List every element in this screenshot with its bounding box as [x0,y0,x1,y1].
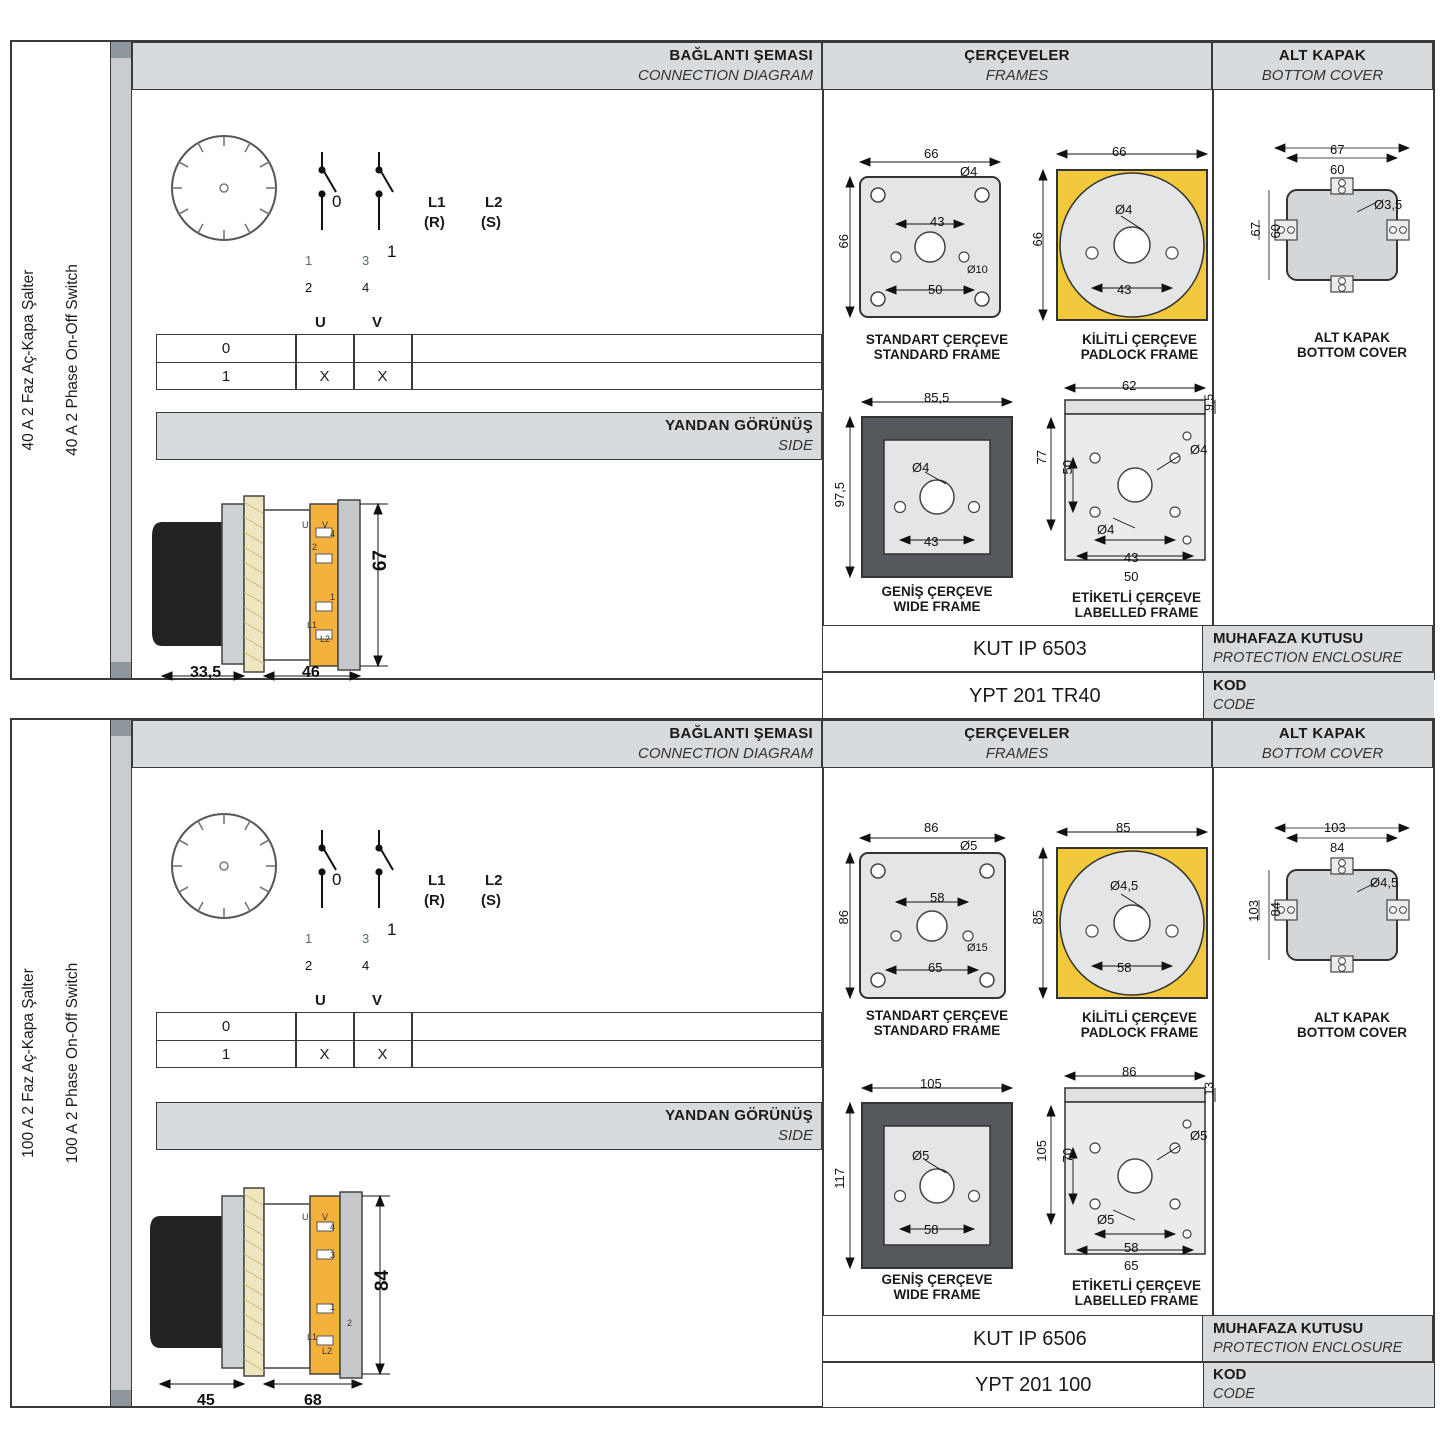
frame-wide-drawing [850,412,1050,612]
std-dim-inner-b: 50 [928,282,943,297]
enclosure-code: KUT IP 6503 [973,638,1087,660]
side-dim-33-5: 33,5 [190,664,222,681]
lab-dim-b1: 43 [1124,550,1139,565]
std-dim-center-hole-2: Ø15 [967,942,988,954]
panel-100a-code-row [822,1362,1433,1408]
lab-dim-t: 9,5 [1202,394,1216,411]
side-terminal-l1: L1 [307,620,318,630]
frame-labelled-caption-en-2: LABELLED FRAME [1074,1293,1199,1308]
panel-40a-side-drawing [132,462,832,692]
header-frames-en-2: FRAMES [985,745,1049,762]
frame-wide-drawing-2 [850,1098,1050,1298]
switch-pos-0-2: 0 [332,870,342,889]
cover-dim-h1-2: 103 [1246,900,1261,922]
side-dim-84: 84 [372,1270,393,1292]
header-side-en: SIDE [777,437,813,454]
bottom-cover-caption [1252,330,1445,360]
frame-standard-caption-en-2: STANDARD FRAME [873,1023,1001,1038]
lab-dim-hole1: Ø4 [1190,442,1208,457]
frame-wide-caption-2 [842,1272,1032,1302]
frame-padlock-drawing-2 [1047,838,1247,1038]
bottom-cover-caption-en: BOTTOM COVER [1296,345,1407,360]
std-dim-h: 66 [836,234,851,249]
frame-standard-caption-en: STANDARD FRAME [873,347,1001,362]
std-dim-hole-2: Ø5 [960,838,978,853]
std-dim-h-2: 86 [836,910,851,925]
side-dim-67: 67 [370,550,391,572]
lab-dim-w: 62 [1122,378,1137,393]
header-side-en-2: SIDE [777,1127,813,1144]
lab-dim-b2: 50 [1124,569,1139,584]
table-cell-x2-2: X [377,1046,388,1063]
panel-100a-left-labels [12,720,104,1406]
frame-padlock-drawing [1047,160,1247,360]
side-terminal-u-2: U [302,1212,309,1222]
pad-dim-w: 66 [1112,144,1127,159]
frame-labelled-caption [1034,590,1239,620]
switch-pos-1-2: 1 [387,920,397,939]
header-side-tr-2: YANDAN GÖRÜNÜŞ [665,1107,813,1124]
terminal-l1: L1 [428,194,446,211]
terminal-l1-2: L1 [428,872,446,889]
terminal-l2-sub-2: (S) [481,892,501,909]
contact-4: 4 [362,280,370,295]
wide-dim-hole: Ø4 [912,460,930,475]
side-dim-68: 68 [304,1392,322,1409]
panel-40a-enclosure-row [822,625,1433,672]
code-label-tr-2: KOD [1213,1366,1247,1383]
frame-padlock-caption-en: PADLOCK FRAME [1080,347,1199,362]
side-terminal-3: 2 [312,542,318,552]
cover-dim-w1-2: 103 [1324,820,1346,835]
code-label-en: CODE [1213,697,1255,713]
side-terminal-v-2: V [322,1212,329,1222]
cover-dim-h1: 67 [1248,222,1263,237]
bottom-cover-caption-2 [1252,1010,1445,1040]
contact-3: 3 [362,253,370,268]
frame-padlock-caption-en-2: PADLOCK FRAME [1080,1025,1199,1040]
panel-100a-state-table [156,1012,822,1068]
terminal-v-2: V [372,992,383,1009]
wide-dim-h: 97,5 [832,482,847,508]
frame-padlock-caption-tr: KİLİTLİ ÇERÇEVE [1082,332,1197,347]
wide-dim-w: 85,5 [924,390,950,405]
terminal-l2: L2 [485,194,503,211]
enclosure-label-en: PROTECTION ENCLOSURE [1213,650,1403,666]
lab-dim-hole2-2: Ø5 [1097,1212,1115,1227]
side-terminal-l1-2: L1 [307,1332,318,1342]
side-terminal-v: V [322,520,329,530]
enclosure-label-en-2: PROTECTION ENCLOSURE [1213,1340,1403,1356]
frame-wide-caption [842,584,1032,614]
grey-bar-cap-top [111,42,131,58]
table-cell-x1: X [319,368,330,385]
pad-dim-hole: Ø4 [1115,202,1133,217]
bottom-cover-drawing-2 [1257,842,1445,1002]
frame-labelled-caption-tr-2: ETİKETLİ ÇERÇEVE [1071,1278,1201,1293]
frame-wide-caption-en: WIDE FRAME [893,599,981,614]
terminal-l1-sub: (R) [424,214,445,231]
side-terminal-l2-2: L2 [322,1346,333,1356]
panel-40a-header-cover [1212,42,1433,90]
side-terminal-1: 1 [330,592,336,602]
lab-dim-h1-2: 105 [1034,1140,1049,1162]
header-frames-tr-2: ÇERÇEVELER [964,725,1070,742]
product-code: YPT 201 TR40 [969,685,1101,707]
table-cell-x1-2: X [319,1046,330,1063]
pad-dim-w-2: 85 [1116,820,1131,835]
frame-wide-caption-tr: GENİŞ ÇERÇEVE [881,584,993,599]
product-code-2: YPT 201 100 [975,1374,1092,1396]
panel-40a-header-side [156,412,822,460]
frame-padlock-caption-tr-2: KİLİTLİ ÇERÇEVE [1082,1010,1197,1025]
grey-bar-cap-bottom [111,662,131,678]
std-dim-w: 66 [924,146,939,161]
panel-40a-code-row [822,672,1433,720]
frame-wide-caption-tr-2: GENİŞ ÇERÇEVE [881,1272,993,1287]
wide-dim-hole-2: Ø5 [912,1148,930,1163]
switch-pos-1: 1 [387,242,397,261]
panel-40a-left-labels [12,42,104,678]
table-row-0-label-2: 0 [221,1018,231,1035]
lab-dim-t-2: 13 [1202,1082,1216,1096]
terminal-u: U [315,314,326,331]
grey-bar-cap-top-2 [111,720,131,736]
panel-40a-label-en: 40 A 2 Phase On-Off Switch [64,264,81,456]
bottom-cover-drawing [1257,162,1445,322]
lab-dim-h1: 77 [1034,450,1049,465]
table-cell-x2: X [377,368,388,385]
frame-standard-caption-2 [842,1008,1032,1038]
contact-3-2: 3 [362,931,370,946]
std-dim-center-hole: Ø10 [967,264,988,276]
terminal-l2-sub: (S) [481,214,501,231]
panel-100a-label-en: 100 A 2 Phase On-Off Switch [64,962,81,1164]
header-frames-tr: ÇERÇEVELER [964,47,1070,64]
panel-100a-header-connection [132,720,822,768]
panel-40a-label-tr: 40 A 2 Faz Aç-Kapa Şalter [20,269,37,451]
std-dim-w-2: 86 [924,820,939,835]
frame-labelled-caption-tr: ETİKETLİ ÇERÇEVE [1071,590,1201,605]
pad-dim-h-2: 85 [1030,910,1045,925]
panel-100a [10,718,1435,1408]
panel-100a-label-tr: 100 A 2 Faz Aç-Kapa Şalter [20,968,37,1158]
lab-dim-b2-2: 65 [1124,1258,1139,1273]
lab-dim-h2: 50 [1060,460,1075,475]
cover-dim-w1: 67 [1330,142,1345,157]
side-terminal-3-2: 2 [347,1318,353,1328]
header-connection-tr-2: BAĞLANTI ŞEMASI [669,725,813,742]
pad-dim-h: 66 [1030,232,1045,247]
frame-wide-caption-en-2: WIDE FRAME [893,1287,981,1302]
panel-40a [10,40,1435,713]
cover-dim-w2-2: 84 [1330,840,1345,855]
panel-40a-header-frames [822,42,1212,90]
wide-dim-w-2: 105 [920,1076,942,1091]
std-dim-inner-w-2: 58 [930,890,945,905]
panel-100a-side-drawing [132,1152,832,1392]
contact-2-2: 2 [305,958,313,973]
side-terminal-u: U [302,520,309,530]
terminal-l1-sub-2: (R) [424,892,445,909]
terminal-v: V [372,314,383,331]
pad-dim-inner-2: 58 [1117,960,1132,975]
lab-dim-h2-2: 70 [1060,1148,1075,1163]
wide-dim-h-2: 117 [832,1168,847,1189]
frame-standard-caption-tr-2: STANDART ÇERÇEVE [865,1008,1009,1023]
pad-dim-inner: 43 [1117,282,1132,297]
frame-labelled-caption-2 [1034,1278,1239,1308]
enclosure-code-2: KUT IP 6506 [973,1328,1087,1350]
header-frames-en: FRAMES [985,67,1049,84]
bottom-cover-caption-en-2: BOTTOM COVER [1296,1025,1407,1040]
side-terminal-4-2: 4 [330,1222,336,1232]
grey-bar-cap-bottom-2 [111,1390,131,1406]
std-dim-inner-w: 43 [930,214,945,229]
header-side-tr: YANDAN GÖRÜNÜŞ [665,417,813,434]
cover-dim-hole: Ø3,5 [1374,197,1403,212]
side-terminal-1-2: 1 [330,1302,336,1312]
terminal-u-2: U [315,992,326,1009]
code-label-tr: KOD [1213,677,1247,694]
lab-dim-hole1-2: Ø5 [1190,1128,1208,1143]
frame-labelled-drawing-2 [1047,1088,1247,1288]
side-terminal-2-2: 3 [330,1250,336,1260]
panel-40a-grey-bar [110,42,132,678]
switch-pos-0: 0 [332,192,342,211]
contact-1-2: 1 [305,931,313,946]
cover-dim-h2-2: 84 [1268,902,1283,917]
header-cover-en: BOTTOM COVER [1261,67,1384,84]
std-dim-hole: Ø4 [960,164,978,179]
panel-40a-header-connection [132,42,822,90]
side-terminal-4: 4 [330,529,336,539]
terminal-l2-2: L2 [485,872,503,889]
enclosure-label-tr: MUHAFAZA KUTUSU [1213,630,1364,647]
wide-dim-inner-2: 58 [924,1222,939,1237]
header-cover-en-2: BOTTOM COVER [1261,745,1384,762]
cover-dim-w2: 60 [1330,162,1345,177]
panel-100a-header-cover [1212,720,1433,768]
frame-labelled-drawing [1047,400,1247,600]
header-cover-tr: ALT KAPAK [1278,47,1367,64]
frame-padlock-caption-2 [1042,1010,1237,1040]
contact-4-2: 4 [362,958,370,973]
std-dim-inner-b-2: 65 [928,960,943,975]
panel-100a-header-side [156,1102,822,1150]
contact-2: 2 [305,280,313,295]
bottom-cover-caption-tr-2: ALT KAPAK [1314,1010,1390,1025]
pad-dim-hole-2: Ø4,5 [1110,878,1139,893]
header-connection-en-2: CONNECTION DIAGRAM [637,745,813,762]
table-row-1-label-2: 1 [221,1046,231,1063]
table-row-1-label: 1 [221,368,231,385]
cover-dim-h2: 60 [1268,224,1283,239]
side-terminal-l2: L2 [320,634,331,644]
table-row-0-label: 0 [221,340,231,357]
frame-labelled-caption-en: LABELLED FRAME [1074,605,1199,620]
contact-1: 1 [305,253,313,268]
side-dim-45: 45 [197,1392,215,1409]
header-cover-tr-2: ALT KAPAK [1278,725,1367,742]
panel-40a-state-table [156,334,822,390]
panel-100a-enclosure-row [822,1315,1433,1362]
header-connection-tr: BAĞLANTI ŞEMASI [669,47,813,64]
frame-padlock-caption [1042,332,1237,362]
code-label-en-2: CODE [1213,1386,1255,1402]
side-dim-46: 46 [302,664,320,681]
wide-dim-inner: 43 [924,534,939,549]
bottom-cover-caption-tr: ALT KAPAK [1314,330,1390,345]
frame-standard-caption-tr: STANDART ÇERÇEVE [865,332,1009,347]
panel-100a-grey-bar [110,720,132,1406]
enclosure-label-tr-2: MUHAFAZA KUTUSU [1213,1320,1364,1337]
cover-dim-hole-2: Ø4,5 [1370,875,1399,890]
header-connection-en: CONNECTION DIAGRAM [637,67,813,84]
lab-dim-b1-2: 58 [1124,1240,1139,1255]
lab-dim-w-2: 86 [1122,1064,1137,1079]
frame-standard-caption [842,332,1032,362]
panel-100a-header-frames [822,720,1212,768]
lab-dim-hole2: Ø4 [1097,522,1115,537]
